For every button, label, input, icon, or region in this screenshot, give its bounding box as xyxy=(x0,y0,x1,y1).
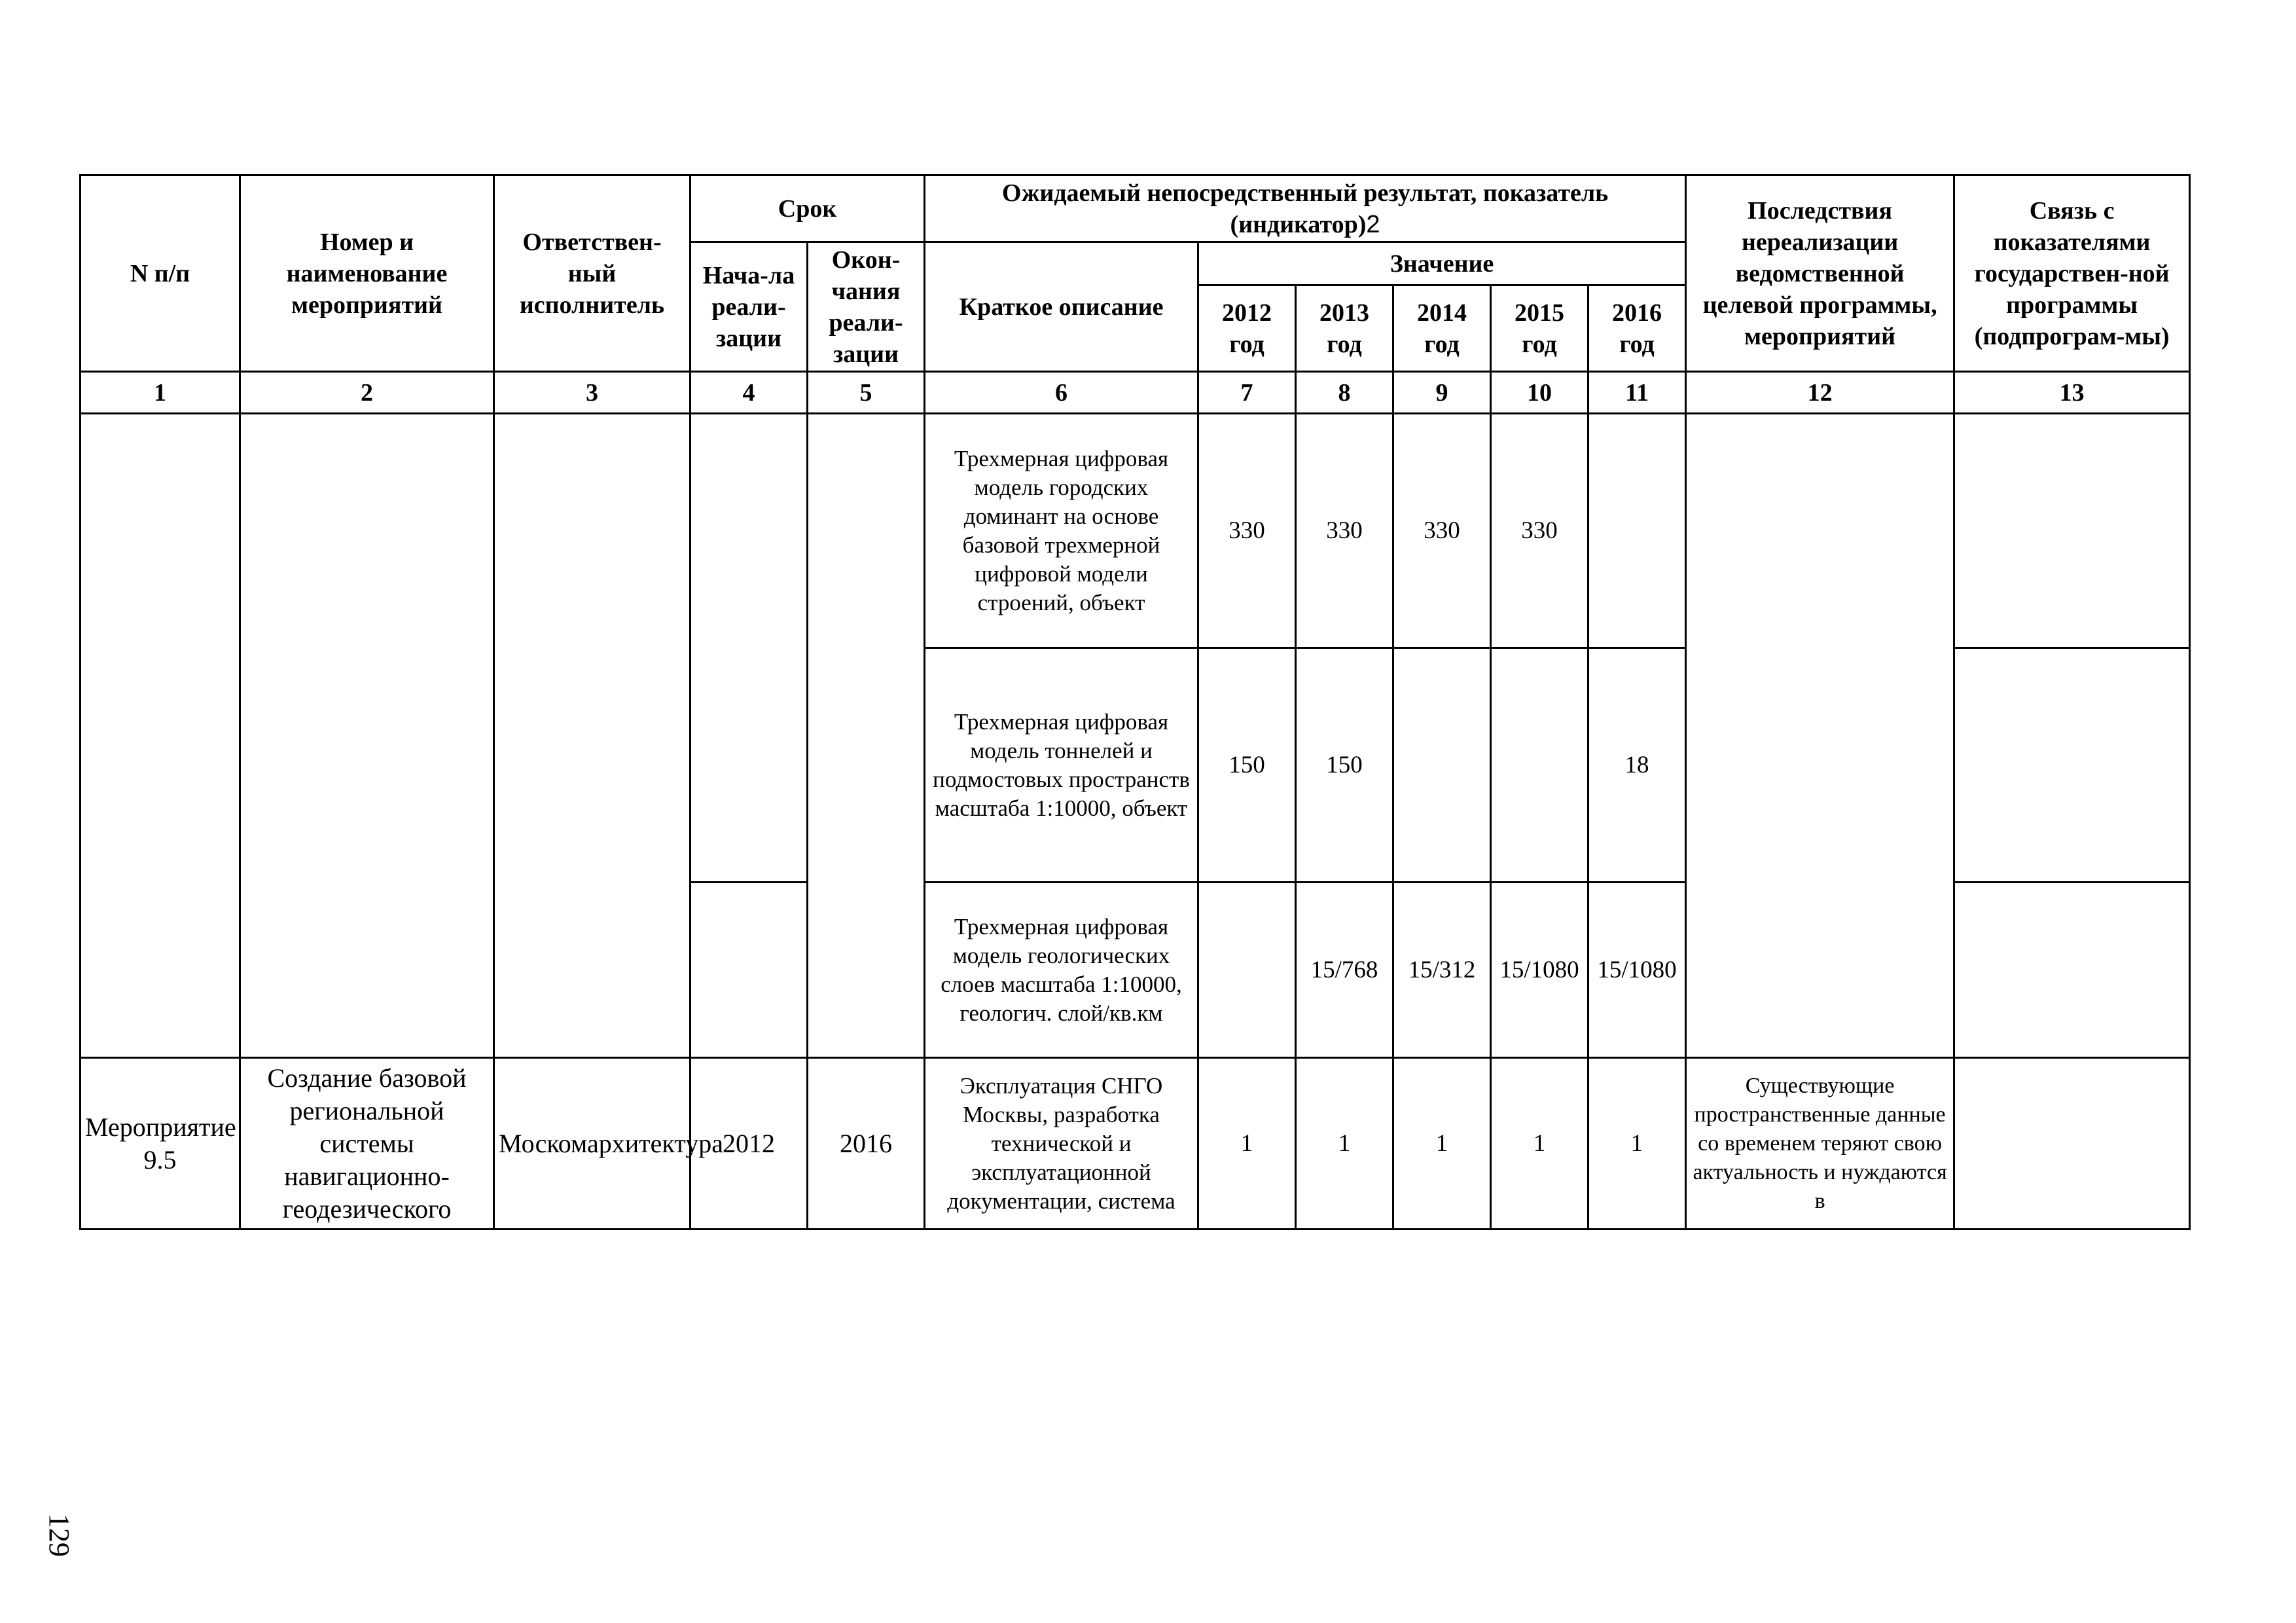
column-number: 9 xyxy=(1393,372,1491,414)
row-value-2014 xyxy=(1393,648,1491,883)
event-name: Создание базовой региональной системы навигационно-геодезического xyxy=(240,1058,494,1230)
column-number: 13 xyxy=(1954,372,2190,414)
event-value-2013: 1 xyxy=(1296,1058,1393,1230)
row-value-2012: 150 xyxy=(1198,648,1296,883)
header-year-2012: 2012 год xyxy=(1198,285,1296,372)
row-value-2013: 15/768 xyxy=(1296,883,1393,1058)
row-value-2016: 18 xyxy=(1588,648,1686,883)
row-value-2016 xyxy=(1588,414,1686,648)
event-value-2014: 1 xyxy=(1393,1058,1491,1230)
event-responsible: Москомархитектура xyxy=(494,1058,691,1230)
header-expected-result-footnote: 2 xyxy=(1366,210,1380,238)
page-number: 129 xyxy=(43,1514,75,1557)
cell-empty xyxy=(494,414,691,1058)
row-value-2012: 330 xyxy=(1198,414,1296,648)
cell-empty xyxy=(1954,414,2190,648)
column-number: 1 xyxy=(81,372,240,414)
header-term: Срок xyxy=(691,175,925,242)
cell-empty xyxy=(1954,648,2190,883)
event-program-link xyxy=(1954,1058,2190,1230)
header-end: Окон-чания реали-зации xyxy=(808,242,925,372)
row-value-2015: 330 xyxy=(1491,414,1588,648)
header-number: N п/п xyxy=(81,175,240,372)
header-program-link: Связь с показателями государствен-ной программы (подпрограм-мы) xyxy=(1954,175,2190,372)
cell-empty xyxy=(691,883,808,1058)
row-description: Трехмерная цифровая модель геологических слоев масштаба 1:10000, геологич. слой/кв.км xyxy=(925,883,1198,1058)
row-value-2013: 330 xyxy=(1296,414,1393,648)
cell-empty xyxy=(691,414,808,883)
column-number: 3 xyxy=(494,372,691,414)
event-value-2016: 1 xyxy=(1588,1058,1686,1230)
cell-empty xyxy=(81,414,240,1058)
column-number: 2 xyxy=(240,372,494,414)
header-expected-result xyxy=(925,175,1686,242)
header-year-2013: 2013 год xyxy=(1296,285,1393,372)
header-short-description: Краткое описание xyxy=(925,242,1198,372)
row-value-2013: 150 xyxy=(1296,648,1393,883)
row-value-2014: 330 xyxy=(1393,414,1491,648)
row-value-2016: 15/1080 xyxy=(1588,883,1686,1058)
header-consequences: Последствия нереализации ведомственной целевой программы, мероприятий xyxy=(1686,175,1954,372)
header-year-2016: 2016 год xyxy=(1588,285,1686,372)
table-row xyxy=(81,1058,2190,1230)
column-numbers-row xyxy=(81,372,2190,414)
row-value-2015: 15/1080 xyxy=(1491,883,1588,1058)
header-value: Значение xyxy=(1198,242,1686,285)
row-value-2015 xyxy=(1491,648,1588,883)
column-number: 12 xyxy=(1686,372,1954,414)
header-start: Нача-ла реали-зации xyxy=(691,242,808,372)
column-number: 10 xyxy=(1491,372,1588,414)
row-description: Трехмерная цифровая модель тоннелей и подмостовых пространств масштаба 1:10000, объект xyxy=(925,648,1198,883)
row-value-2012 xyxy=(1198,883,1296,1058)
column-number: 4 xyxy=(691,372,808,414)
event-end-year: 2016 xyxy=(808,1058,925,1230)
cell-empty xyxy=(808,414,925,1058)
header-responsible: Ответствен-ный исполнитель xyxy=(494,175,691,372)
event-value-2012: 1 xyxy=(1198,1058,1296,1230)
header-expected-result-text: Ожидаемый непосредственный результат, показатель (индикатор) xyxy=(1001,179,1609,238)
cell-empty xyxy=(240,414,494,1058)
column-number: 7 xyxy=(1198,372,1296,414)
cell-empty xyxy=(1954,883,2190,1058)
row-value-2014: 15/312 xyxy=(1393,883,1491,1058)
column-number: 8 xyxy=(1296,372,1393,414)
program-table xyxy=(79,174,2191,1230)
event-start-year: 2012 xyxy=(691,1058,808,1230)
table-row xyxy=(81,414,2190,648)
header-event-name: Номер и наименование мероприятий xyxy=(240,175,494,372)
event-number: Мероприятие 9.5 xyxy=(81,1058,240,1230)
column-number: 5 xyxy=(808,372,925,414)
row-description: Трехмерная цифровая модель городских доминант на основе базовой трехмерной цифровой модели строений, объект xyxy=(925,414,1198,648)
event-value-2015: 1 xyxy=(1491,1058,1588,1230)
header-year-2014: 2014 год xyxy=(1393,285,1491,372)
cell-empty xyxy=(1686,414,1954,1058)
column-number: 11 xyxy=(1588,372,1686,414)
header-year-2015: 2015 год xyxy=(1491,285,1588,372)
event-description: Эксплуатация СНГО Москвы, разработка технической и эксплуатационной документации, система xyxy=(925,1058,1198,1230)
event-consequences: Существующие пространственные данные со временем теряют свою актуальность и нуждаются в xyxy=(1686,1058,1954,1230)
column-number: 6 xyxy=(925,372,1198,414)
